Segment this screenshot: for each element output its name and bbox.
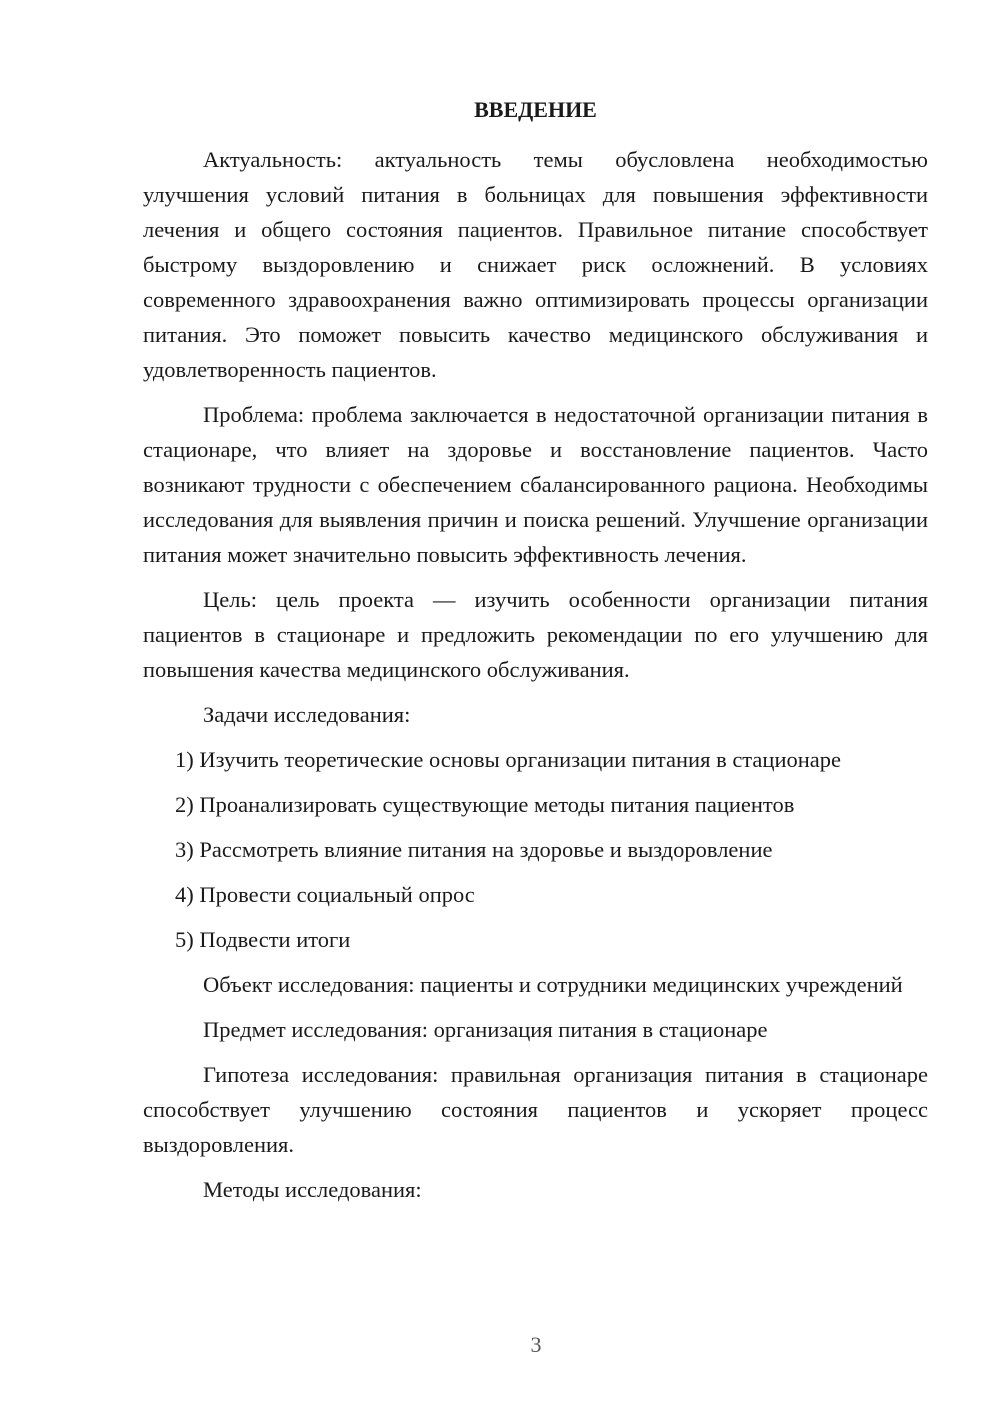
relevance-paragraph: Актуальность: актуальность темы обусловлена необходимостью улучшения условий питания в больницах для повышения эффективности лечения и общего состояния пациентов. Правильное питание способствует быстрому выздоровлению и снижает риск осложнений. В условиях современного здравоохранения важно оптимизировать процессы организации питания. Это поможет повысить качество медицинского обслуживания и удовлетворенность пациентов. [143,147,928,382]
problem-paragraph: Проблема: проблема заключается в недостаточной организации питания в стационаре, что влияет на здоровье и восстановление пациентов. Часто возникают трудности с обеспечением сбалансированного рациона. Необходимы исследования для выявления причин и поиска решений. Улучшение организации питания может значительно повысить эффективность лечения. [143,402,928,567]
task-item-1: 1) Изучить теоретические основы организации питания в стационаре [175,747,842,772]
task-item-3: 3) Рассмотреть влияние питания на здоровье и выздоровление [175,837,773,862]
task-item-4: 4) Провести социальный опрос [175,882,475,907]
page-title: ВВЕДЕНИЕ [474,97,597,122]
hypothesis-paragraph: Гипотеза исследования: правильная организация питания в стационаре способствует улучшению состояния пациентов и ускоряет процесс выздоровления. [143,1062,928,1157]
task-item-2: 2) Проанализировать существующие методы питания пациентов [175,792,795,817]
goal-paragraph: Цель: цель проекта — изучить особенности организации питания пациентов в стационаре и предложить рекомендации по его улучшению для повышения качества медицинского обслуживания. [143,587,928,682]
object-paragraph: Объект исследования: пациенты и сотрудники медицинских учреждений [203,972,903,997]
page-number: 3 [530,1332,542,1357]
tasks-heading: Задачи исследования: [203,702,411,727]
subject-paragraph: Предмет исследования: организация питания в стационаре [203,1017,768,1042]
methods-heading: Методы исследования: [203,1177,422,1202]
document-page [143,92,928,1217]
task-item-5: 5) Подвести итоги [175,927,351,952]
